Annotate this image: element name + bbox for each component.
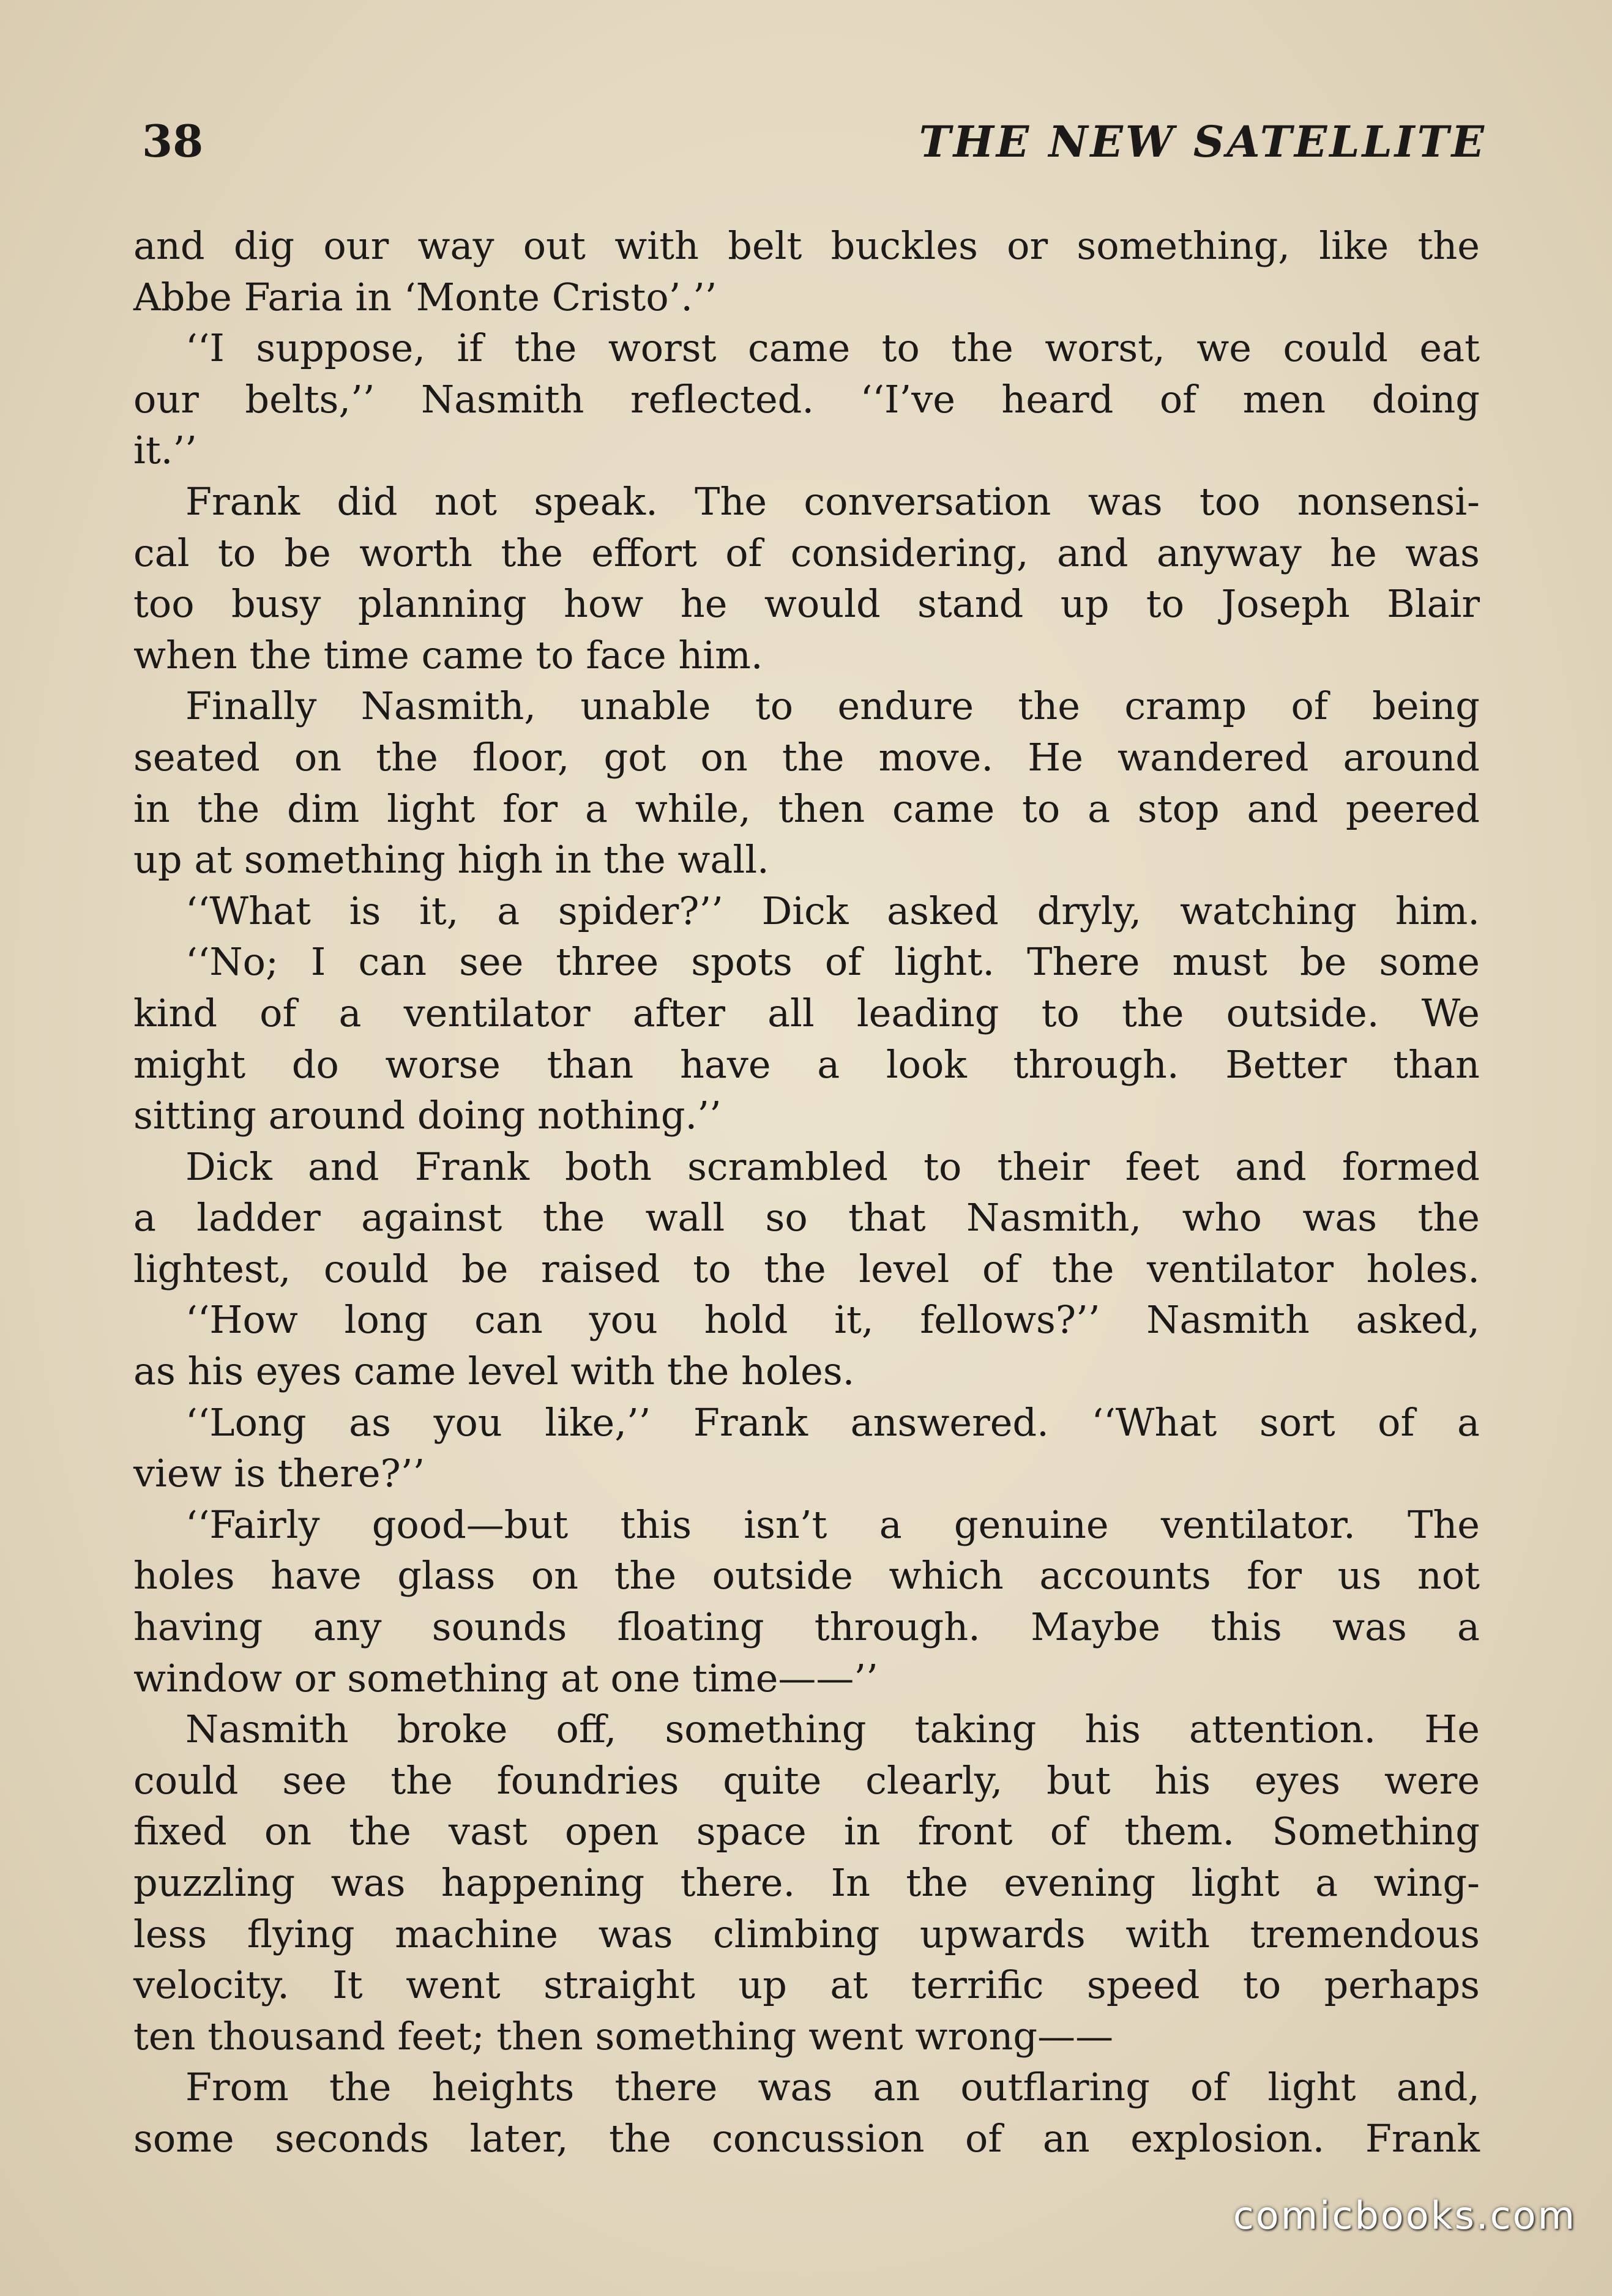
body-text — [133, 220, 1480, 2164]
text-line — [133, 1346, 1480, 1397]
text-line — [133, 834, 1480, 885]
text-line — [133, 425, 1480, 476]
text-line-content: having any sounds floating through. Maybe this was a — [133, 1605, 1480, 1650]
text-line-content: seated on the floor, got on the move. He wandered around — [133, 734, 1480, 780]
text-line — [133, 2062, 1480, 2113]
text-line — [133, 1141, 1480, 1193]
text-line — [133, 1243, 1480, 1295]
text-line-content: could see the foundries quite clearly, but his eyes were — [133, 1757, 1480, 1803]
text-line — [133, 936, 1480, 988]
text-line — [133, 1499, 1480, 1551]
text-line-content: Abbe Faria in ‘Monte Cristo’.’’ — [133, 274, 717, 319]
text-line-content: some seconds later, the concussion of an explosion. Frank — [133, 2115, 1480, 2161]
text-line — [133, 1294, 1480, 1346]
text-line-content: in the dim light for a while, then came to a stop and peered — [133, 786, 1480, 831]
text-line — [133, 1550, 1480, 1601]
text-line-content: kind of a ventilator after all leading to the outside. We — [133, 990, 1480, 1035]
text-line — [133, 1857, 1480, 1909]
text-line-content: a ladder against the wall so that Nasmith, who was the — [133, 1195, 1480, 1240]
text-line-content: less flying machine was climbing upwards with tremendous — [133, 1911, 1480, 1956]
text-line — [133, 885, 1480, 937]
text-line — [133, 1806, 1480, 1857]
text-line — [133, 1448, 1480, 1499]
text-line-content: Finally Nasmith, unable to endure the cramp of being — [185, 684, 1480, 729]
text-line — [133, 630, 1480, 681]
text-line-content: up at something high in the wall. — [133, 837, 769, 882]
text-line-content: it.’’ — [133, 428, 197, 473]
text-line-content: and dig our way out with belt buckles or something, like the — [133, 223, 1480, 268]
text-line-content: view is there?’’ — [133, 1451, 425, 1496]
text-line-content: lightest, could be raised to the level of the ventilator holes. — [133, 1246, 1480, 1291]
text-line-content: our belts,’’ Nasmith reflected. ‘‘I’ve heard of men doing — [133, 376, 1480, 422]
text-line — [133, 1653, 1480, 1704]
text-line-content: holes have glass on the outside which accounts for us not — [133, 1553, 1480, 1598]
text-line-content: ‘‘Long as you like,’’ Frank answered. ‘‘What sort of a — [185, 1400, 1480, 1445]
text-line — [133, 1397, 1480, 1448]
text-line-content: ‘‘How long can you hold it, fellows?’’ Nasmith asked, — [185, 1297, 1480, 1343]
text-line-content: velocity. It went straight up at terrific speed to perhaps — [133, 1962, 1480, 2008]
text-line-content: From the heights there was an outflaring of light and, — [185, 2065, 1480, 2110]
text-line-content: as his eyes came level with the holes. — [133, 1349, 855, 1394]
text-line — [133, 322, 1480, 374]
text-line — [133, 1909, 1480, 1960]
text-line-content: Nasmith broke off, something taking his attention. He — [185, 1707, 1480, 1752]
text-line — [133, 476, 1480, 527]
text-line-content: window or something at one time——’’ — [133, 1655, 878, 1701]
text-line-content: puzzling was happening there. In the evening light a wing- — [133, 1860, 1480, 1905]
text-line — [133, 732, 1480, 783]
text-line — [133, 272, 1480, 323]
text-line-content: cal to be worth the effort of considering, and anyway he was — [133, 530, 1480, 575]
text-line-content: ‘‘I suppose, if the worst came to the worst, we could eat — [185, 326, 1480, 371]
text-line-content: Dick and Frank both scrambled to their feet and formed — [185, 1144, 1480, 1189]
page-number: 38 — [142, 115, 204, 167]
text-line — [133, 2113, 1480, 2164]
text-line — [133, 1704, 1480, 1755]
text-line-content: Frank did not speak. The conversation was too nonsensi- — [185, 479, 1480, 524]
text-line-content: ‘‘What is it, a spider?’’ Dick asked dryly, watching him. — [185, 888, 1480, 933]
text-line-content: ‘‘No; I can see three spots of light. There must be some — [185, 939, 1480, 985]
text-line-content: sitting around doing nothing.’’ — [133, 1093, 722, 1138]
text-line — [133, 1090, 1480, 1141]
text-line — [133, 783, 1480, 835]
text-line — [133, 1192, 1480, 1243]
text-line — [133, 527, 1480, 579]
text-line — [133, 578, 1480, 630]
text-line — [133, 2011, 1480, 2062]
watermark: comicbooks.com — [1233, 2193, 1577, 2238]
text-line — [133, 988, 1480, 1039]
text-line-content: ‘‘Fairly good—but this isn’t a genuine ventilator. The — [185, 1502, 1480, 1547]
text-line — [133, 1755, 1480, 1806]
running-title: THE NEW SATELLITE — [919, 116, 1487, 167]
text-line — [133, 1959, 1480, 2011]
text-line-content: fixed on the vast open space in front of them. Something — [133, 1809, 1480, 1854]
text-line-content: ten thousand feet; then something went wrong—— — [133, 2013, 1114, 2059]
text-line-content: when the time came to face him. — [133, 632, 763, 677]
text-line — [133, 374, 1480, 425]
text-line-content: too busy planning how he would stand up to Joseph Blair — [133, 581, 1480, 627]
text-line-content: might do worse than have a look through. Better than — [133, 1042, 1480, 1087]
text-line — [133, 1039, 1480, 1090]
text-line — [133, 680, 1480, 732]
text-line — [133, 220, 1480, 272]
text-line — [133, 1601, 1480, 1653]
